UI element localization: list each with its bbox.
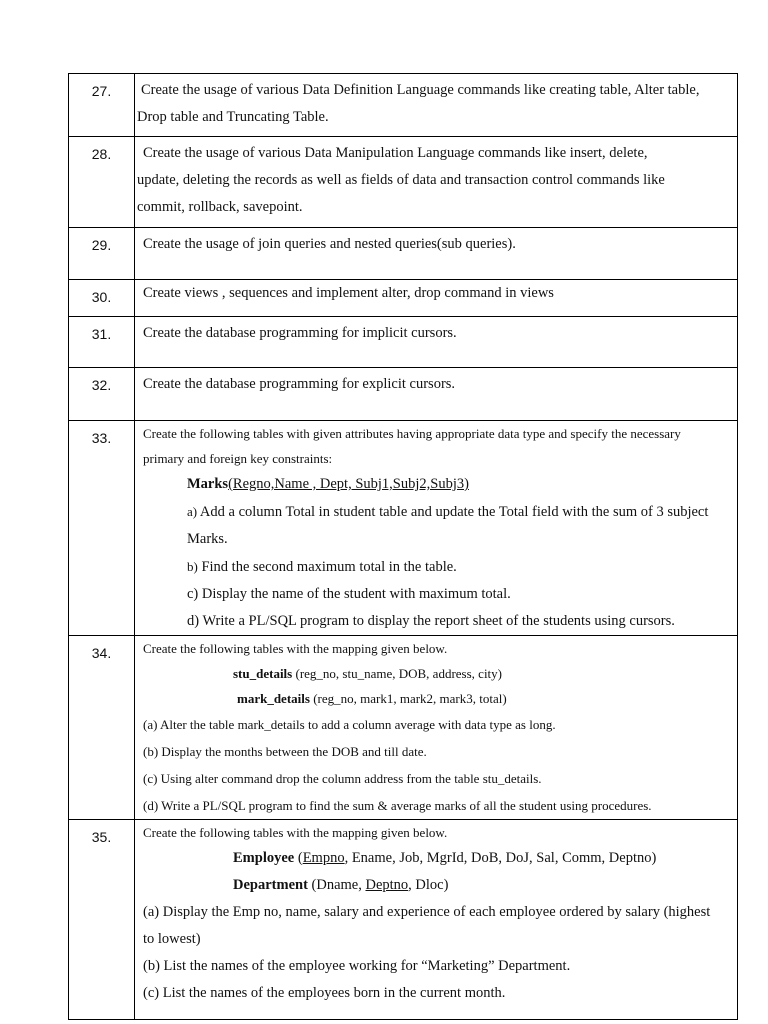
table-row xyxy=(69,228,738,280)
table-name: Marks xyxy=(187,476,229,492)
exercise-text: Drop table and Truncating Table. xyxy=(137,109,329,125)
table-name: stu_details xyxy=(233,666,293,681)
exercise-text: Create the usage of join queries and nested queries(sub queries). xyxy=(143,236,516,252)
exercise-text: Create views , sequences and implement alter, drop command in views xyxy=(143,285,554,301)
sub-question: to lowest) xyxy=(143,931,201,947)
row-number: 27. xyxy=(91,83,112,99)
exercise-text: Create the database programming for implicit cursors. xyxy=(143,325,457,341)
exercise-text: commit, rollback, savepoint. xyxy=(137,199,303,215)
table-attributes: (reg_no, stu_name, DOB, address, city) xyxy=(292,666,502,681)
sub-question: b) Find the second maximum total in the table. xyxy=(187,559,457,575)
table-row xyxy=(69,820,738,1020)
sub-question: (a) Display the Emp no, name, salary and experience of each employee ordered by salary (highest xyxy=(143,904,711,920)
table-schema xyxy=(137,686,733,711)
sub-question: (a) Alter the table mark_details to add a column average with data type as long. xyxy=(143,717,556,732)
exercise-intro: Create the following tables with given attributes having appropriate data type and specify the necessary xyxy=(143,426,681,441)
table-name: Employee xyxy=(233,850,295,866)
exercise-text: Create the database programming for explicit cursors. xyxy=(143,376,456,392)
exercise-intro: Create the following tables with the mapping given below. xyxy=(143,641,448,656)
primary-key: Empno xyxy=(302,850,345,866)
row-number: 31. xyxy=(91,326,112,342)
table-row xyxy=(69,137,738,228)
sub-question: (b) Display the months between the DOB and till date. xyxy=(143,744,427,759)
table-schema xyxy=(137,661,733,686)
exercise-table xyxy=(68,73,738,1020)
row-number: 29. xyxy=(91,237,112,253)
table-row xyxy=(69,74,738,137)
table-row xyxy=(69,280,738,317)
sub-question: (c) List the names of the employees born in the current month. xyxy=(143,985,506,1001)
row-number: 34. xyxy=(91,645,112,661)
sub-question: (b) List the names of the employee working for “Marketing” Department. xyxy=(143,958,571,974)
exercise-text: Create the usage of various Data Definition Language commands like creating table, Alter table, xyxy=(141,82,700,98)
sub-question: (c) Using alter command drop the column address from the table stu_details. xyxy=(143,771,542,786)
table-row xyxy=(69,421,738,636)
table-name: Department xyxy=(233,877,308,893)
table-schema: Employee (Empno, Ename, Job, MgrId, DoB, DoJ, Sal, Comm, Deptno) xyxy=(233,850,657,866)
exercise-text: update, deleting the records as well as fields of data and transaction control commands like xyxy=(137,172,665,188)
table-schema xyxy=(137,471,733,498)
sub-question: Marks. xyxy=(187,531,228,547)
row-number: 33. xyxy=(91,430,112,446)
exercise-text: Create the usage of various Data Manipulation Language commands like insert, delete, xyxy=(143,145,648,161)
row-number: 35. xyxy=(91,829,112,845)
sub-question: c) Display the name of the student with maximum total. xyxy=(187,586,511,602)
row-number: 30. xyxy=(91,289,112,305)
table-attributes: (reg_no, mark1, mark2, mark3, total) xyxy=(309,691,507,706)
table-attributes: (Regno,Name , Dept, Subj1,Subj2,Subj3) xyxy=(228,476,469,492)
sub-question: a) Add a column Total in student table and update the Total field with the sum of 3 subject xyxy=(187,504,709,520)
exercise-intro: Create the following tables with the mapping given below. xyxy=(143,825,448,840)
sub-question: (d) Write a PL/SQL program to find the sum & average marks of all the student using procedures. xyxy=(143,798,652,813)
primary-key: Deptno xyxy=(365,877,409,893)
table-name: mark_details xyxy=(237,691,310,706)
table-schema: Department (Dname, Deptno, Dloc) xyxy=(233,877,449,893)
table-row xyxy=(69,368,738,421)
table-row xyxy=(69,636,738,820)
table-row xyxy=(69,317,738,368)
exercise-intro: primary and foreign key constraints: xyxy=(143,451,333,466)
sub-question: d) Write a PL/SQL program to display the report sheet of the students using cursors. xyxy=(187,613,675,629)
row-number: 28. xyxy=(91,146,112,162)
row-number: 32. xyxy=(91,377,112,393)
